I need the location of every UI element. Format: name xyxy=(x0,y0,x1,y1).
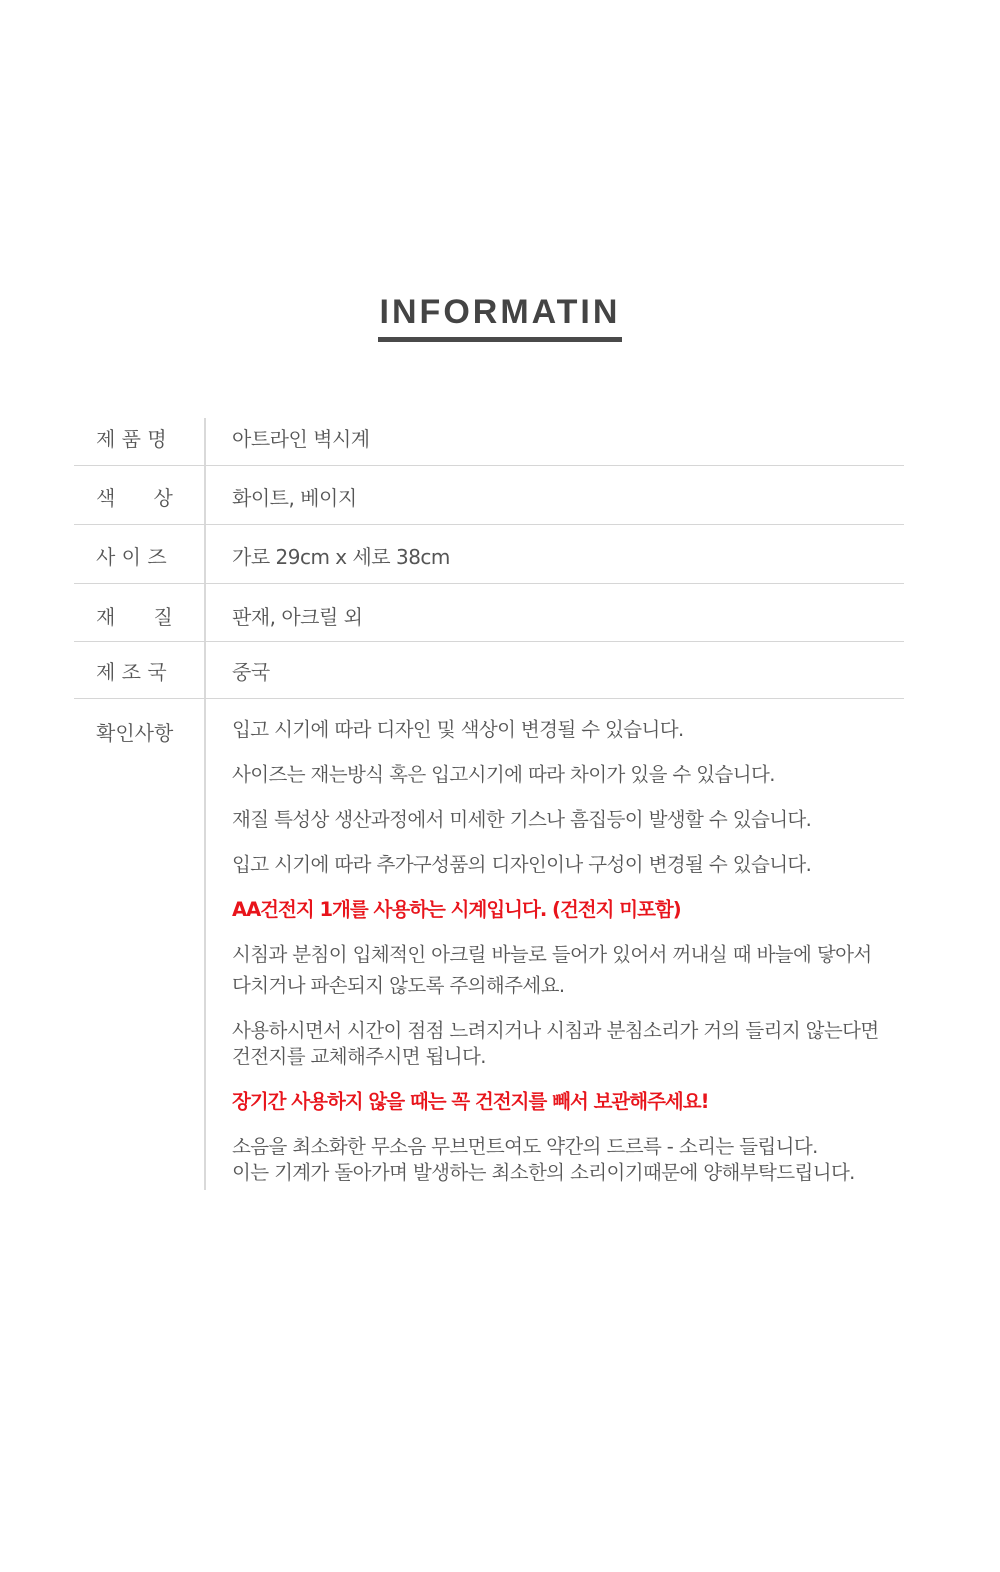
note-item: 입고 시기에 따라 디자인 및 색상이 변경될 수 있습니다. xyxy=(232,718,684,741)
note-item: 사용하시면서 시간이 점점 느려지거나 시침과 분침소리가 거의 들리지 않는다면 xyxy=(232,1019,879,1042)
row-label-notes: 확인사항 xyxy=(96,721,174,745)
row-label-origin: 제 조 국 xyxy=(96,660,167,684)
note-item: 건전지를 교체해주시면 됩니다. xyxy=(232,1045,486,1068)
note-item: 재질 특성상 생산과정에서 미세한 기스나 흠집등이 발생할 수 있습니다. xyxy=(232,808,812,831)
row-value-size: 가로 29cm x 세로 38cm xyxy=(232,545,450,569)
storage-warning-note: 장기간 사용하지 않을 때는 꼭 건전지를 빼서 보관해주세요! xyxy=(232,1090,709,1113)
note-item: 입고 시기에 따라 추가구성품의 디자인이나 구성이 변경될 수 있습니다. xyxy=(232,853,812,876)
heading-block xyxy=(378,290,623,342)
row-value-product-name: 아트라인 벽시계 xyxy=(232,427,370,451)
info-row-material xyxy=(74,584,904,642)
row-label-material: 재 질 xyxy=(96,605,173,629)
battery-warning-note: AA건전지 1개를 사용하는 시계입니다. (건전지 미포함) xyxy=(232,898,681,921)
title-underline xyxy=(378,337,623,342)
row-value-color: 화이트, 베이지 xyxy=(232,486,357,510)
page-title: INFORMATIN xyxy=(379,293,621,331)
note-item: 사이즈는 재는방식 혹은 입고시기에 따라 차이가 있을 수 있습니다. xyxy=(232,763,775,786)
row-value-origin: 중국 xyxy=(232,660,270,684)
heading-section xyxy=(0,290,1000,342)
info-row-product-name xyxy=(74,410,904,466)
note-item: 이는 기계가 돌아가며 발생하는 최소한의 소리이기때문에 양해부탁드립니다. xyxy=(232,1161,855,1184)
row-label-size: 사 이 즈 xyxy=(96,545,167,569)
row-value-material: 판재, 아크릴 외 xyxy=(232,605,363,629)
row-label-product-name: 제 품 명 xyxy=(96,427,167,451)
note-item: 소음을 최소화한 무소음 무브먼트여도 약간의 드르륵 - 소리는 들립니다. xyxy=(232,1135,818,1158)
row-label-color: 색 상 xyxy=(96,486,173,510)
note-item: 시침과 분침이 입체적인 아크릴 바늘로 들어가 있어서 꺼내실 때 바늘에 닿아서 xyxy=(232,943,872,966)
info-row-color xyxy=(74,466,904,525)
note-item: 다치거나 파손되지 않도록 주의해주세요. xyxy=(232,974,565,997)
info-row-size xyxy=(74,525,904,584)
info-row-origin xyxy=(74,642,904,699)
